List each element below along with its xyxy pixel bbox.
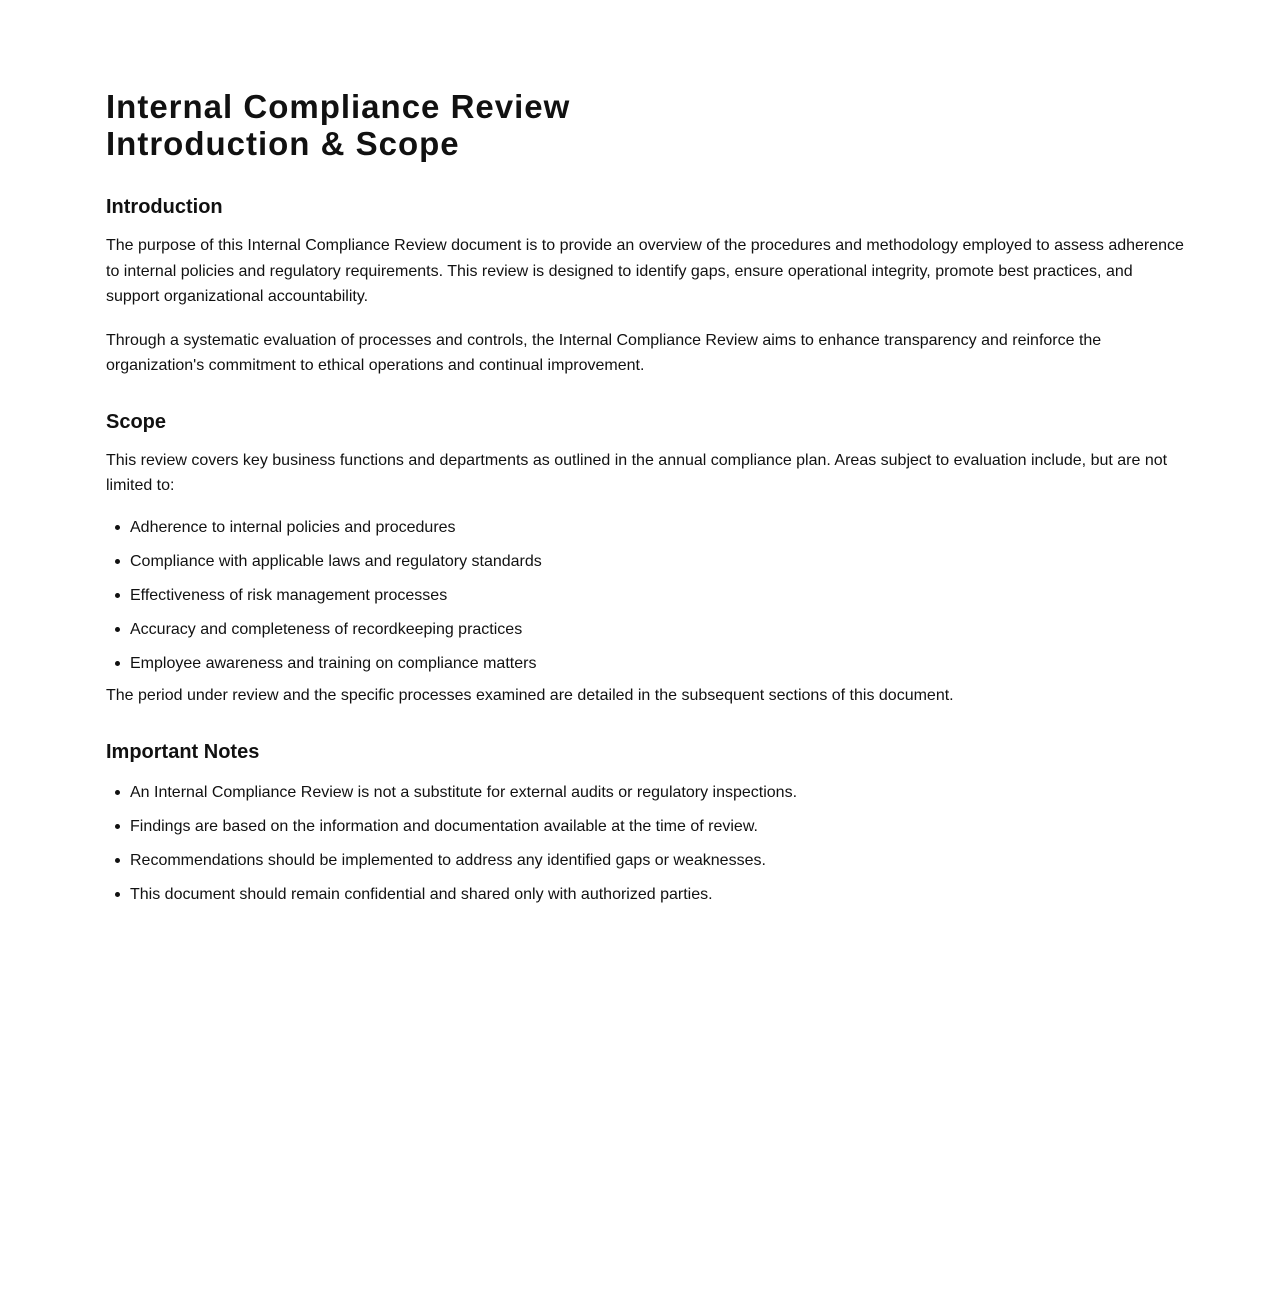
- list-item: Effectiveness of risk management processes: [130, 583, 1186, 609]
- introduction-paragraph-1: The purpose of this Internal Compliance Review document is to provide an overview of the procedures and methodology employed to assess adherence to internal policies and regulatory requirements. This review is designed to identify gaps, ensure operational integrity, promote best practices, and support organizational accountability.: [106, 237, 1184, 305]
- notes-heading: Important Notes: [106, 741, 260, 763]
- document-title: [106, 88, 1186, 162]
- document-page: [106, 88, 1186, 916]
- introduction-paragraph-2: Through a systematic evaluation of processes and controls, the Internal Compliance Review aims to enhance transparency and reinforce the organization's commitment to ethical operations and continual improvement.: [106, 331, 1102, 374]
- introduction-heading: Introduction: [106, 196, 223, 218]
- scope-intro: This review covers key business functions and departments as outlined in the annual compliance plan. Areas subject to evaluation include, but are not limited to:: [106, 451, 1168, 494]
- list-item: This document should remain confidential and shared only with authorized parties.: [130, 882, 1186, 908]
- list-item: An Internal Compliance Review is not a substitute for external audits or regulatory inspections.: [130, 780, 1186, 806]
- notes-list: [106, 780, 1186, 908]
- list-item: Recommendations should be implemented to address any identified gaps or weaknesses.: [130, 848, 1186, 874]
- title-line-2: Introduction & Scope: [106, 125, 460, 162]
- title-line-1: Internal Compliance Review: [106, 88, 571, 125]
- scope-section: [106, 410, 1186, 709]
- list-item: Employee awareness and training on compliance matters: [130, 651, 1186, 677]
- scope-list: [106, 515, 1186, 677]
- list-item: Findings are based on the information and documentation available at the time of review.: [130, 814, 1186, 840]
- scope-heading: Scope: [106, 410, 167, 433]
- scope-closing: The period under review and the specific processes examined are detailed in the subsequent sections of this document.: [106, 686, 954, 704]
- list-item: Compliance with applicable laws and regulatory standards: [130, 549, 1186, 575]
- notes-section: [106, 740, 1186, 908]
- introduction-section: [106, 195, 1186, 379]
- list-item: Adherence to internal policies and procedures: [130, 515, 1186, 541]
- list-item: Accuracy and completeness of recordkeeping practices: [130, 617, 1186, 643]
